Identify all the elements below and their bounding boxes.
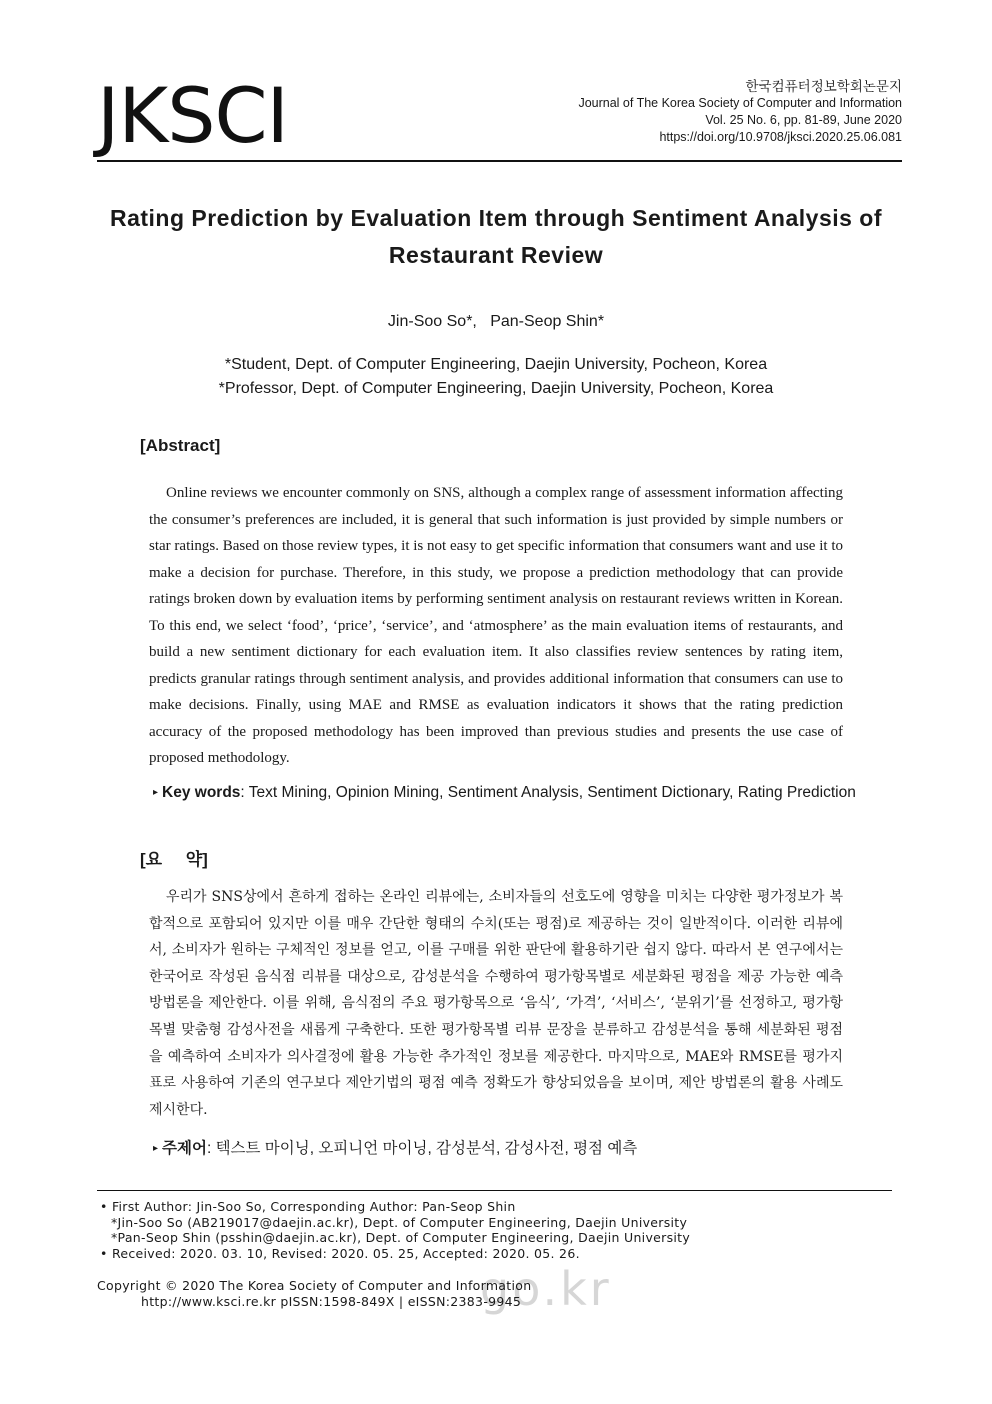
title-line-2: Restaurant Review: [388, 242, 604, 268]
korean-keywords-label: 주제어: [162, 1140, 207, 1157]
doi-link[interactable]: https://doi.org/10.9708/jksci.2020.25.06.081: [659, 130, 902, 144]
abstract-heading: [Abstract]: [140, 436, 221, 455]
journal-volume-issue: Vol. 25 No. 6, pp. 81-89, June 2020: [705, 113, 902, 127]
bullet-marker-icon: ▸: [153, 1143, 159, 1154]
journal-info: [578, 78, 902, 146]
header-divider: [97, 160, 902, 162]
title-line-1: Rating Prediction by Evaluation Item through Sentiment Analysis of: [109, 205, 883, 231]
copyright-notice: Copyright © 2020 The Korea Society of Computer and Information: [97, 1278, 532, 1293]
journal-logo: JKSCI: [97, 71, 288, 160]
abstract-body: Online reviews we encounter commonly on SNS, although a complex range of assessment information affecting the consumer’s preferences are included, it is general that such information is just provided by simple numbers or star ratings. Based on those review types, it is not easy to get specific information that consumers want and use it to make a decision for purchase. Therefore, in this study, we propose a prediction methodology that can provide ratings broken down by evaluation items by performing sentiment analysis on restaurant reviews written in Korean. To this end, we select ‘food’, ‘price’, ‘service’, and ‘atmosphere’ as the main evaluation items of restaurants, and build a new sentiment dictionary for each evaluation item. It also classifies review sentences by rating item, predicts granular ratings through sentiment analysis, and provides additional information that consumers can use to make decisions. Finally, using MAE and RMSE as evaluation indicators it shows that the rating prediction accuracy of the proposed methodology has been improved than previous studies and presents the use case of proposed methodology.: [149, 485, 843, 766]
korean-keywords: [153, 1136, 637, 1158]
footnote-author-1: *Jin-Soo So (AB219017@daejin.ac.kr), Dept. of Computer Engineering, Daejin University: [111, 1214, 688, 1230]
footnote-dates: • Received: 2020. 03. 10, Revised: 2020. 05. 25, Accepted: 2020. 05. 26.: [100, 1245, 580, 1261]
bullet-marker-icon: ▸: [153, 787, 159, 798]
journal-name-english: Journal of The Korea Society of Computer and Information: [578, 96, 902, 110]
keywords-label: Key words: [162, 784, 241, 801]
korean-summary-body: 우리가 SNS상에서 흔하게 접하는 온라인 리뷰에는, 소비자들의 선호도에 영향을 미치는 다양한 평가정보가 복합적으로 포함되어 있지만 이를 매우 간단한 형태의 수치(또는 평점)로 제공하는 것이 일반적이다. 이러한 리뷰에서, 소비자가 원하는 구체적인 정보를 얻고, 이를 구매를 위한 판단에 활용하기란 쉽지 않다. 따라서 본 연구에서는 한국어로 작성된 음식점 리뷰를 대상으로, 감성분석을 수행하여 평가항목별로 세분화된 평점을 제공 가능한 예측 방법론을 제안한다. 이를 위해, 음식점의 주요 평가항목으로 ‘음식’, ‘가격’, ‘서비스’, ‘분위기’를 선정하고, 평가항목별 맞춤형 감성사전을 새롭게 구축한다. 또한 평가항목별 리뷰 문장을 분류하고 감성분석을 통해 세분화된 평점을 예측하여 소비자가 의사결정에 활용 가능한 추가적인 정보를 제공한다. 마지막으로, MAE와 RMSE를 평가지표로 사용하여 기존의 연구보다 제안기법의 평점 예측 정확도가 향상되었음을 보이며, 제안 방법론의 활용 사례도 제시한다.: [149, 889, 843, 1118]
author-list: Jin-Soo So*, Pan-Seop Shin*: [387, 313, 605, 330]
keywords-text: : Text Mining, Opinion Mining, Sentiment Analysis, Sentiment Dictionary, Rating Prediction: [240, 784, 856, 801]
footnote-author-roles: • First Author: Jin-Soo So, Corresponding Author: Pan-Seop Shin: [100, 1199, 516, 1214]
korean-keywords-text: : 텍스트 마이닝, 오피니언 마이닝, 감성분석, 감성사전, 평점 예측: [206, 1140, 638, 1157]
korean-summary-heading: [요 약]: [140, 850, 208, 869]
footnotes: [100, 1199, 690, 1261]
affiliations: [97, 353, 895, 401]
footnote-divider: [97, 1190, 892, 1191]
issn-line: http://www.ksci.re.kr pISSN:1598-849X | eISSN:2383-9945: [141, 1293, 522, 1309]
watermark: go.kr: [480, 1262, 612, 1316]
affiliation-professor: *Professor, Dept. of Computer Engineering, Daejin University, Pocheon, Korea: [218, 380, 774, 397]
english-keywords: [153, 784, 856, 802]
affiliation-student: *Student, Dept. of Computer Engineering, Daejin University, Pocheon, Korea: [224, 356, 768, 373]
copyright: [97, 1278, 531, 1309]
footnote-author-2: *Pan-Seop Shin (psshin@daejin.ac.kr), Dept. of Computer Engineering, Daejin University: [111, 1230, 691, 1245]
journal-name-korean: 한국컴퓨터정보학회논문지: [745, 79, 902, 94]
paper-title: [97, 200, 895, 274]
